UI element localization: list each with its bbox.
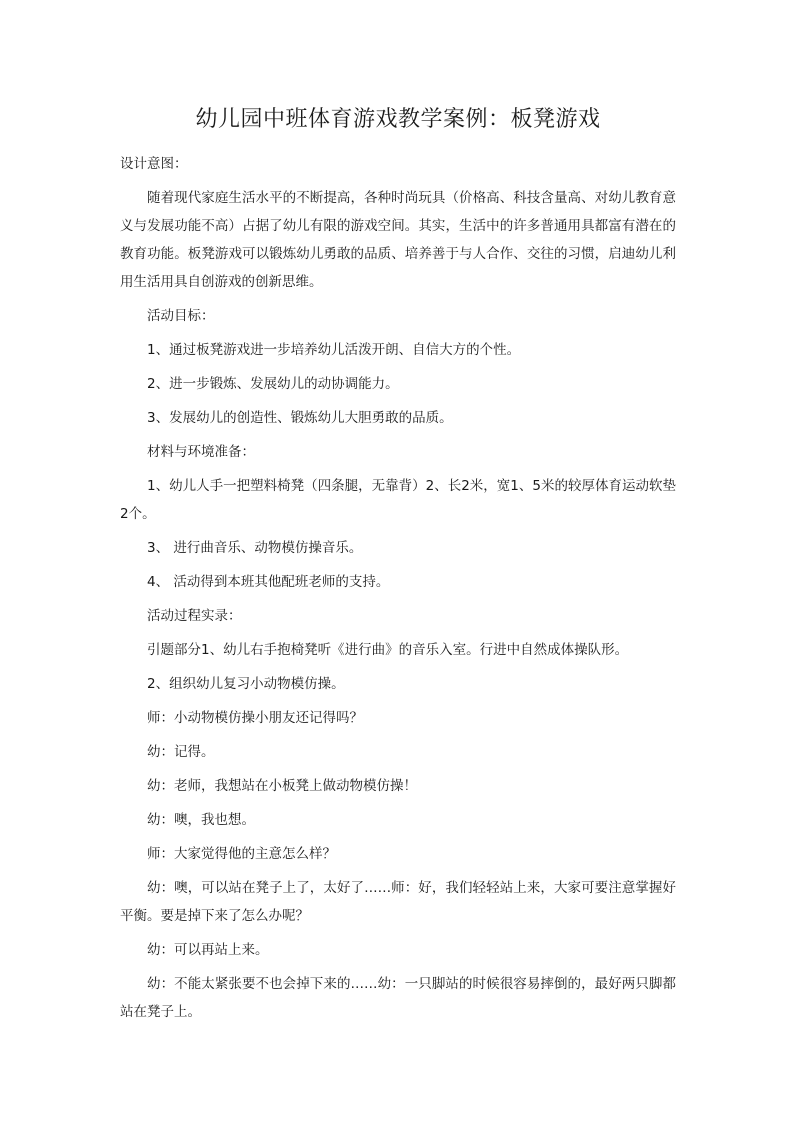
dialogue-line: 幼：记得。 (147, 744, 215, 760)
dialogue-line: 幼：老师，我想站在小板凳上做动物模仿操！ (147, 778, 417, 794)
document-page (120, 104, 676, 1032)
objective-item-1: 1、通过板凳游戏进一步培养幼儿活泼开朗、自信大方的个性。 (147, 342, 521, 358)
dialogue-line: 幼：不能太紧张要不也会掉下来的……幼：一只脚站的时候很容易摔倒的，最好两只脚都站在凳子上。 (120, 976, 676, 1020)
dialogue-line: 师：小动物模仿操小朋友还记得吗？ (147, 710, 363, 726)
dialogue-line: 幼：噢，可以站在凳子上了，太好了……师：好，我们轻轻站上来，大家可要注意掌握好平衡。要是掉下来了怎么办呢？ (120, 880, 676, 924)
document-title: 幼儿园中班体育游戏教学案例：板凳游戏 (195, 107, 601, 132)
section-heading-process: 活动过程实录： (147, 608, 242, 624)
dialogue-line: 师：大家觉得他的主意怎么样？ (147, 846, 336, 862)
section-heading-materials: 材料与环境准备： (147, 444, 255, 460)
process-paragraph: 2、组织幼儿复习小动物模仿操。 (147, 676, 345, 692)
objective-item-2: 2、进一步锻炼、发展幼儿的动协调能力。 (147, 376, 399, 392)
objective-item-3: 3、发展幼儿的创造性、锻炼幼儿大胆勇敢的品质。 (147, 410, 453, 426)
materials-item-1-2: 1、幼儿人手一把塑料椅凳（四条腿，无靠背）2、长2米，宽1、5米的较厚体育运动软垫2个。 (120, 478, 676, 522)
section-heading-design-intent: 设计意图： (120, 156, 188, 172)
dialogue-line: 幼：噢，我也想。 (147, 812, 255, 828)
materials-item-3: 3、 进行曲音乐、动物模仿操音乐。 (147, 540, 363, 556)
section-heading-objectives: 活动目标： (147, 308, 215, 324)
dialogue-line: 幼：可以再站上来。 (147, 942, 269, 958)
materials-item-4: 4、 活动得到本班其他配班老师的支持。 (147, 574, 390, 590)
paragraph-design-intent-body: 随着现代家庭生活水平的不断提高，各种时尚玩具（价格高、科技含量高、对幼儿教育意义与发展功能不高）占据了幼儿有限的游戏空间。其实，生活中的许多普通用具都富有潜在的教育功能。板凳游戏可以锻炼幼儿勇敢的品质、培养善于与人合作、交往的习惯，启迪幼儿利用生活用具自创游戏的创新思维。 (120, 190, 676, 290)
process-paragraph: 引题部分1、幼儿右手抱椅凳听《进行曲》的音乐入室。行进中自然成体操队形。 (147, 642, 629, 658)
